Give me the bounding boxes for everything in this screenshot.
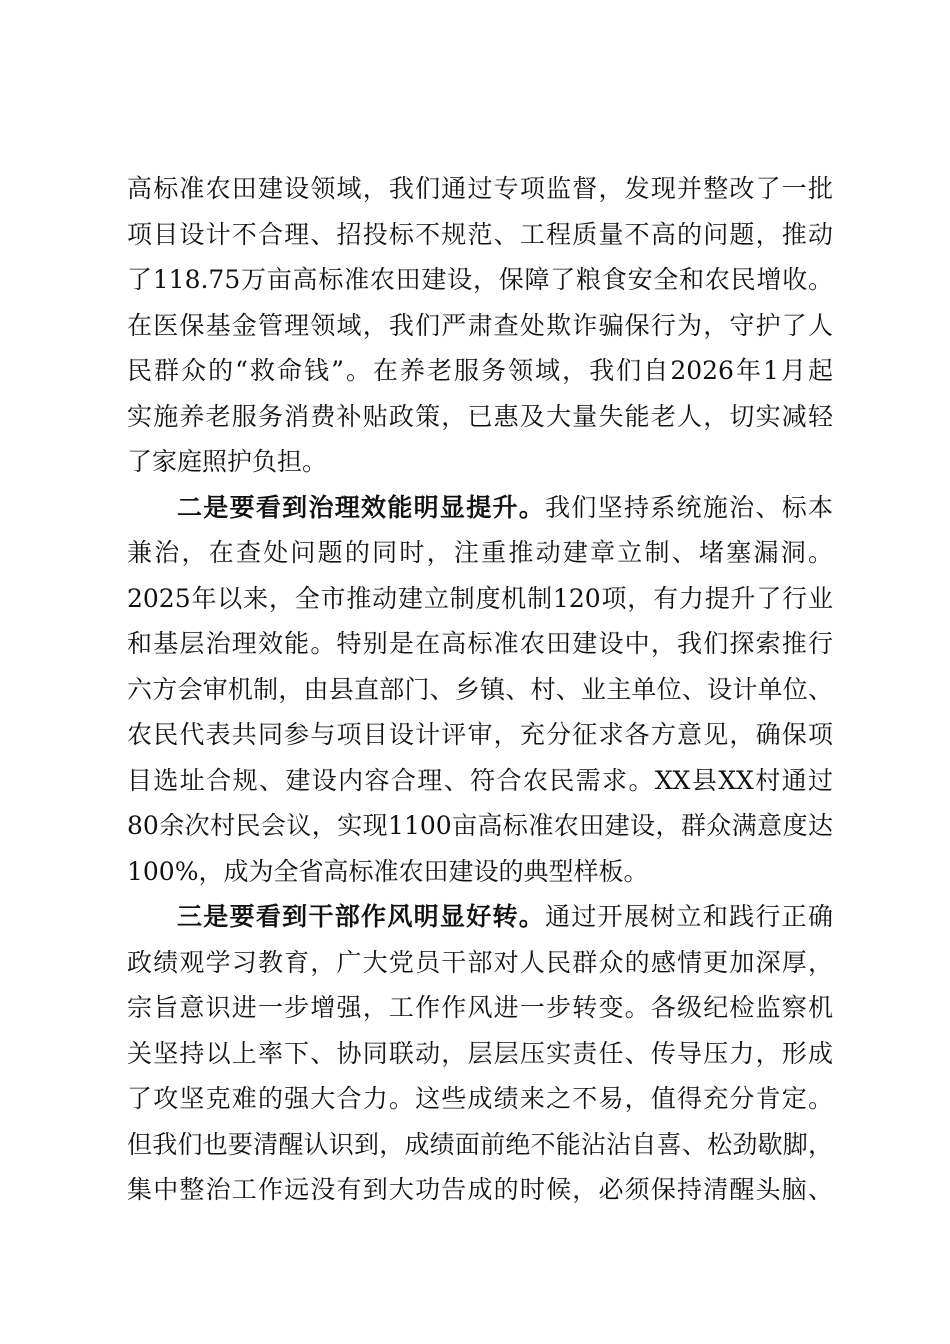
text-line: 目选址合规、建设内容合理、符合农民需求。XX县XX村通过 xyxy=(127,765,833,795)
document-body xyxy=(127,166,833,1213)
text-line: 实施养老服务消费补贴政策，已惠及大量失能老人，切实减轻 xyxy=(127,401,833,431)
text-line: 80余次村民会议，实现1100亩高标准农田建设，群众满意度达 xyxy=(127,811,833,840)
text-line: 了攻坚克难的强大合力。这些成绩来之不易，值得充分肯定。 xyxy=(127,1084,833,1113)
text-line-rest: 通过开展树立和践行正确 xyxy=(545,902,833,931)
text-line: 关坚持以上率下、协同联动，层层压实责任、传导压力，形成 xyxy=(127,1038,833,1068)
text-line: 100%，成为全省高标准农田建设的典型样板。 xyxy=(127,856,649,886)
text-line: 农民代表共同参与项目设计评审，充分征求各方意见，确保项 xyxy=(127,720,833,749)
text-line: 了家庭照护负担。 xyxy=(127,447,328,476)
text-line: 了118.75万亩高标准农田建设，保障了粮食安全和农民增收。 xyxy=(127,265,833,294)
paragraph-3 xyxy=(127,894,833,1213)
paragraph-heading: 三是要看到干部作风明显好转。 xyxy=(177,902,546,931)
text-line: 高标准农田建设领域，我们通过专项监督，发现并整改了一批 xyxy=(127,174,833,203)
text-line: 在医保基金管理领域，我们严肃查处欺诈骗保行为，守护了人 xyxy=(127,310,833,340)
paragraph-1 xyxy=(127,166,833,485)
text-line-rest: 我们坚持系统施治、标本 xyxy=(545,492,833,522)
text-line: 和基层治理效能。特别是在高标准农田建设中，我们探索推行 xyxy=(127,629,833,658)
text-line: 六方会审机制，由县直部门、乡镇、村、业主单位、设计单位、 xyxy=(127,674,833,704)
paragraph-heading: 二是要看到治理效能明显提升。 xyxy=(177,492,546,522)
text-line: 集中整治工作远没有到大功告成的时候，必须保持清醒头脑、 xyxy=(127,1175,833,1204)
paragraph-2 xyxy=(127,485,833,895)
text-line: 政绩观学习教育，广大党员干部对人民群众的感情更加深厚， xyxy=(127,947,833,977)
text-line: 宗旨意识进一步增强，工作作风进一步转变。各级纪检监察机 xyxy=(127,993,833,1022)
text-line: 民群众的“救命钱”。在养老服务领域，我们自2026年1月起 xyxy=(127,356,833,385)
text-line: 但我们也要清醒认识到，成绩面前绝不能沾沾自喜、松劲歇脚， xyxy=(127,1129,833,1159)
text-line: 兼治，在查处问题的同时，注重推动建章立制、堵塞漏洞。 xyxy=(127,538,833,567)
text-line: 2025年以来，全市推动建立制度机制120项，有力提升了行业 xyxy=(127,583,833,613)
text-line: 项目设计不合理、招投标不规范、工程质量不高的问题，推动 xyxy=(127,219,833,249)
text-line xyxy=(127,485,833,531)
text-line xyxy=(127,894,833,940)
